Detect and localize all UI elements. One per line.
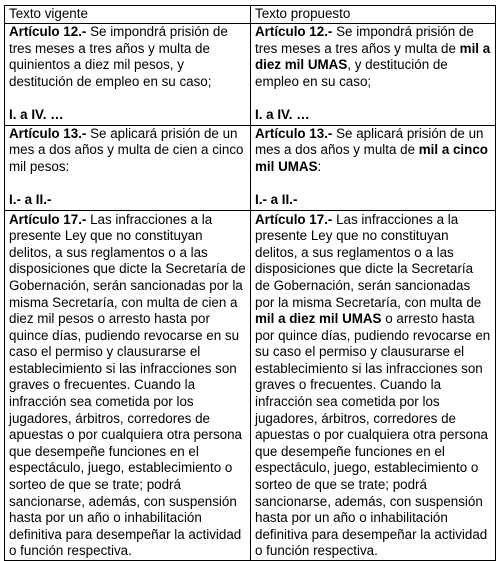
- article-12-proposed-amount: mil a diez mil UMAS: [255, 40, 491, 73]
- article-12-proposed-fractions: I. a IV. …: [255, 106, 310, 122]
- article-17-row: [5, 210, 496, 560]
- article-17-proposed-text-pre: Las infracciones a la presente Ley que no constituyan delitos, a sus reglamentos o a las disposiciones que dicte la Secretaría de Gobernación, serán sancionadas por la misma Secretaría, con multa de: [255, 211, 482, 310]
- article-13-proposed-text-post: :: [317, 158, 322, 174]
- article-12-current-text: Se impondrá prisión de tres meses a tres años y multa de quinientos a diez mil pesos, y destitución de empleo en su caso;: [9, 24, 228, 89]
- article-13-proposed-text-pre: Se aplicará prisión de un mes a dos años y multa de: [255, 125, 484, 158]
- article-13-row: [5, 125, 496, 210]
- article-17-current-title: Artículo 17.-: [9, 211, 87, 227]
- article-17-current-text: Las infracciones a la presente Ley que no constituyan delitos, a sus reglamentos o a las disposiciones que dicte la Secretaría de Gobernación, serán sancionadas por la misma Secretaría, con multa de cien a diez mil pesos o arresto hasta por quince días, pudiendo revocarse en su caso el permiso y clausurarse el establecimiento si las infracciones son graves o frecuentes. Cuando la infracción sea cometida por los jugadores, árbitros, corredores de apuestas o por cualquiera otra persona que desempeñe funciones en el espectáculo, juego, establecimiento o sorteo de que se trate; podrá sancionarse, además, con suspensión hasta por un año o inhabilitación definitiva para desempeñar la actividad o función respectiva.: [9, 211, 246, 559]
- header-row: [5, 6, 496, 24]
- comparison-table-container: [4, 5, 495, 561]
- article-12-current-fractions: I. a IV. …: [9, 106, 64, 122]
- article-13-current-body: [9, 126, 246, 176]
- article-12-row: [5, 24, 496, 126]
- article-12-proposed-text-pre: Se impondrá prisión de tres meses a tres años y multa de: [255, 24, 474, 56]
- article-12-proposed-body: [255, 24, 491, 90]
- article-17-proposed-text-post: o arresto hasta por quince días, pudiendo revocarse en su caso el permiso y clausurarse el establecimiento si las infracciones son graves o frecuentes. Cuando la infracción sea cometida por los jugadores, árbitros, corredores de apuestas o por cualquiera otra persona que desempeñe funciones en el espectáculo, juego, establecimiento o sorteo de que se trate; podrá sancionarse, además, con suspensión hasta por un año o inhabilitación definitiva para desempeñar la actividad o función respectiva.: [255, 311, 491, 559]
- article-13-proposed-body: [255, 126, 491, 176]
- article-13-proposed-cell: [251, 125, 496, 210]
- article-17-current-cell: [5, 210, 251, 560]
- article-12-current-cell: [5, 24, 251, 126]
- header-current-text: Texto vigente: [5, 6, 251, 24]
- article-13-current-text: Se aplicará prisión de un mes a dos años y multa de cien a cinco mil pesos:: [9, 125, 244, 174]
- article-13-proposed-title: Artículo 13.-: [255, 125, 333, 141]
- article-12-proposed-text-post: , y destitución de empleo en su caso;: [255, 57, 448, 89]
- article-17-proposed-cell: [251, 210, 496, 560]
- article-12-proposed-cell: [251, 24, 496, 126]
- header-proposed-text: Texto propuesto: [251, 6, 496, 24]
- article-13-current-fractions: I.- a II.-: [9, 191, 52, 207]
- article-17-proposed-body: [255, 212, 491, 560]
- article-13-proposed-amount: mil a cinco mil UMAS: [255, 142, 488, 174]
- article-17-proposed-amount: mil a diez mil UMAS: [255, 311, 382, 327]
- article-13-current-cell: [5, 125, 251, 210]
- article-13-current-title: Artículo 13.-: [9, 125, 87, 141]
- article-12-current-body: [9, 24, 246, 90]
- article-17-current-body: [9, 212, 246, 560]
- article-12-proposed-title: Artículo 12.-: [255, 24, 333, 39]
- article-17-proposed-title: Artículo 17.-: [255, 211, 333, 227]
- comparison-table: [4, 5, 496, 561]
- article-13-proposed-fractions: I.- a II.-: [255, 191, 298, 207]
- article-12-current-title: Artículo 12.-: [9, 24, 87, 39]
